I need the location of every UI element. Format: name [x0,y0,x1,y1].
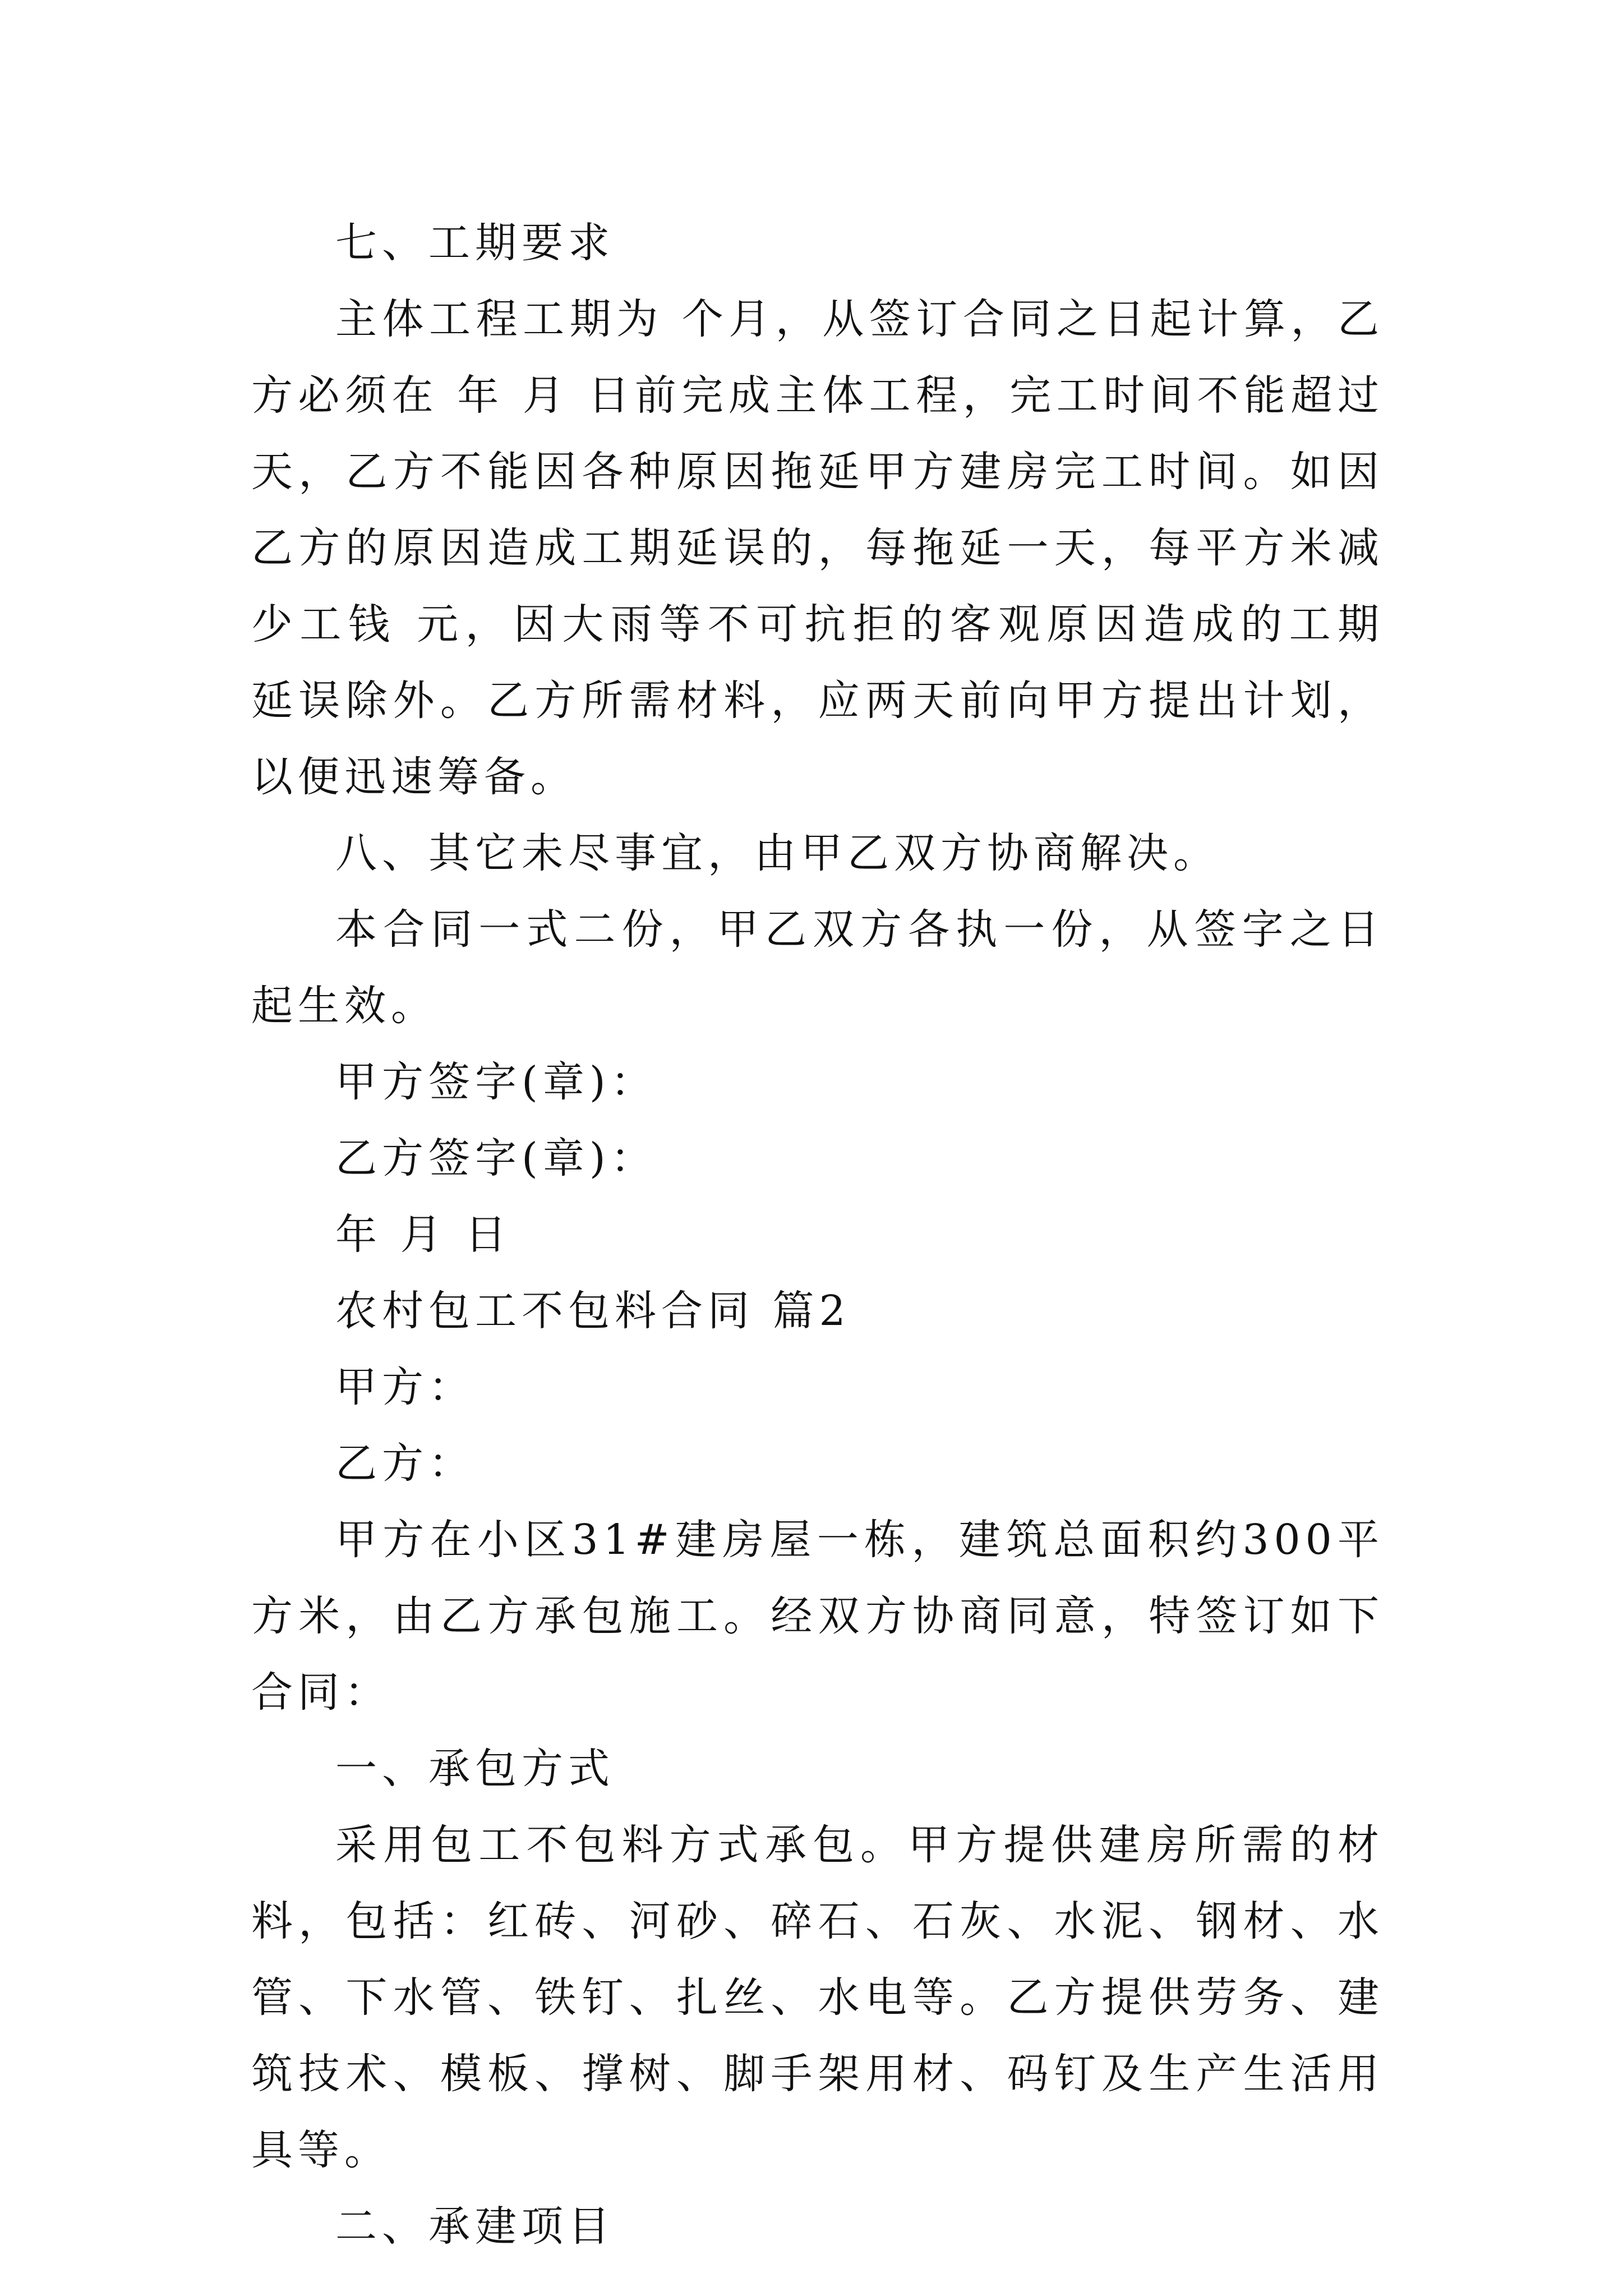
contract-2-intro-paragraph: 甲方在小区31#建房屋一栋，建筑总面积约300平方米，由乙方承包施工。经双方协商同意，特签订如下合同： [251,1516,1384,1717]
party-a-line: 甲方： [335,1363,475,1411]
copies-clause: 本合同一式二份，甲乙双方各执一份，从签字之日起生效。 [251,905,1384,1030]
contract-2-title: 农村包工不包料合同 篇2 [335,1287,851,1335]
section-1-heading: 一、承包方式 [335,1745,615,1793]
party-a-signature-line: 甲方签字(章)： [335,1058,657,1106]
section-2-heading: 二、承建项目 [335,2202,615,2251]
party-b-signature-line: 乙方签字(章)： [335,1134,657,1182]
section-1-paragraph: 采用包工不包料方式承包。甲方提供建房所需的材料，包括：红砖、河砂、碎石、石灰、水泥、钢材、水管、下水管、铁钉、扎丝、水电等。乙方提供劳务、建筑技术、模板、撑树、脚手架用材、码钉及生产生活用具等。 [251,1821,1384,2174]
document-body [251,205,1384,2265]
section-7-paragraph: 主体工程工期为 个月，从签订合同之日起计算，乙方必须在 年 月 日前完成主体工程，完工时间不能超过 天，乙方不能因各种原因拖延甲方建房完工时间。如因乙方的原因造成工期延误的，每拖延一天，每平方米减少工钱 元，因大雨等不可抗拒的客观原因造成的工期延误除外。乙方所需材料，应两天前向甲方提出计划，以便迅速筹备。 [251,295,1384,801]
date-line: 年 月 日 [335,1211,512,1259]
section-7-heading: 七、工期要求 [335,219,615,267]
section-8-heading: 八、其它未尽事宜，由甲乙双方协商解决。 [335,829,1220,877]
party-b-line: 乙方： [335,1439,475,1488]
